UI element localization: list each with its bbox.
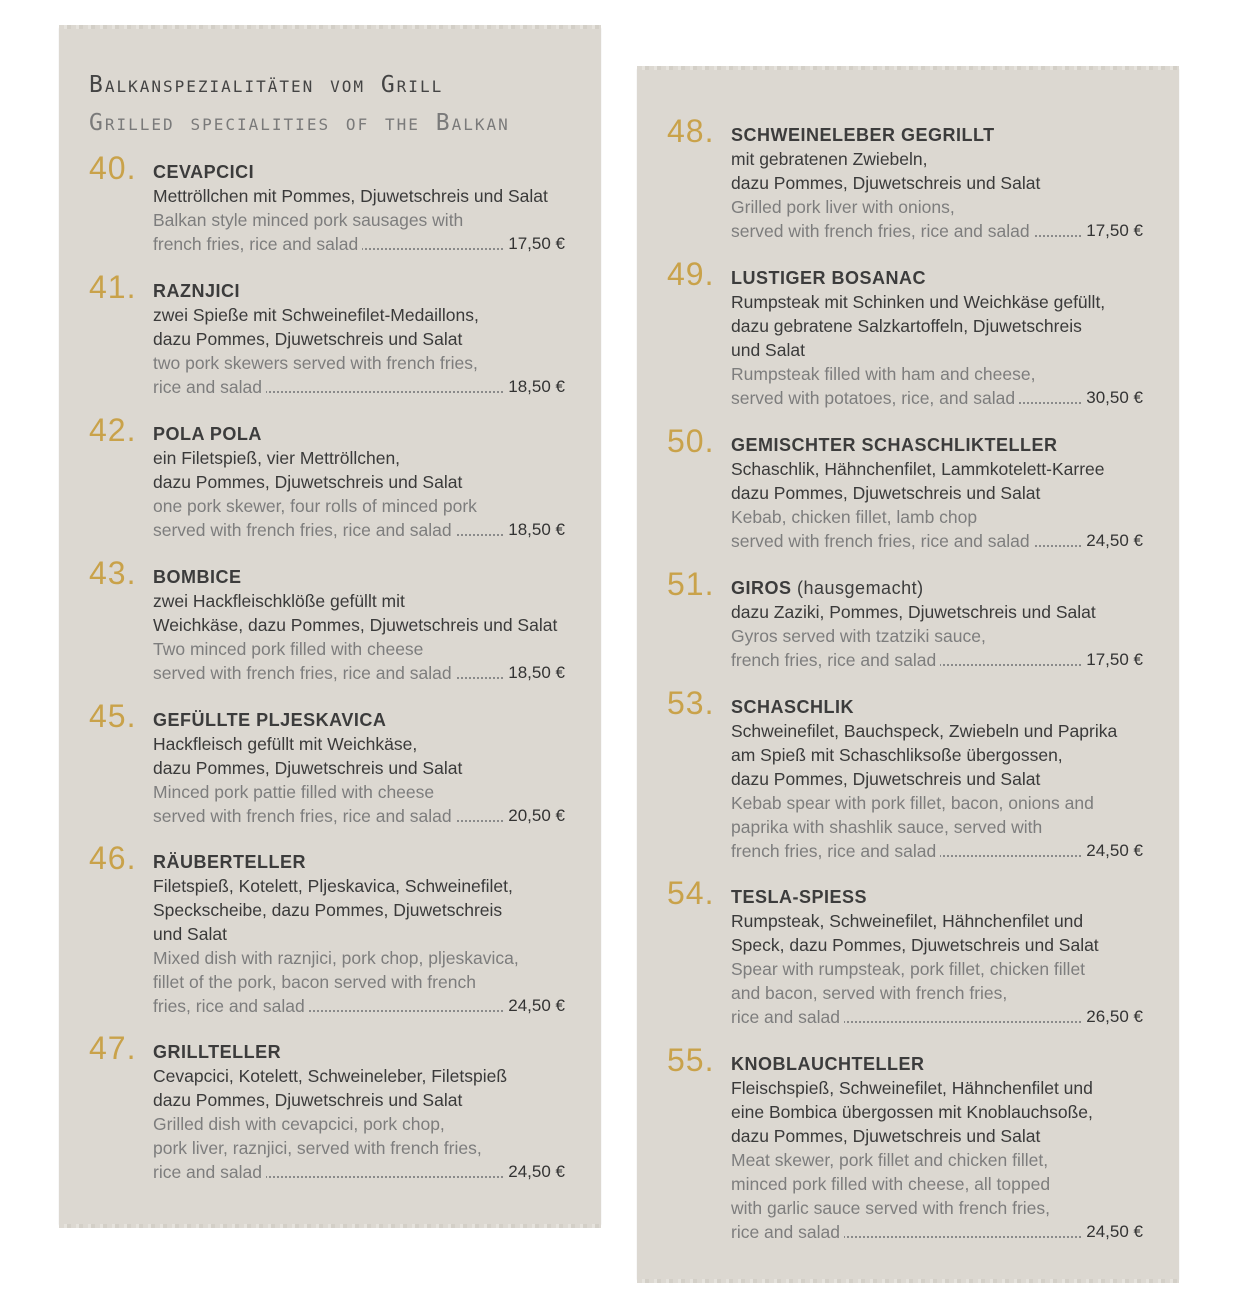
item-name: KNOBLAUCHTELLER bbox=[731, 1054, 925, 1074]
price-leader bbox=[153, 804, 565, 828]
item-body bbox=[153, 422, 583, 542]
item-body bbox=[153, 279, 583, 399]
item-name: RAZNJICI bbox=[153, 281, 241, 301]
item-number: 45. bbox=[89, 698, 137, 734]
price-line bbox=[153, 1160, 565, 1184]
description-english: paprika with shashlik sauce, served with bbox=[731, 817, 1043, 837]
price-leader bbox=[731, 839, 1143, 863]
item-number: 41. bbox=[89, 269, 137, 305]
description-german: dazu gebratene Salzkartoffeln, Djuwetschreis bbox=[731, 316, 1082, 336]
item-name: SCHASCHLIK bbox=[731, 697, 855, 717]
item-body bbox=[731, 576, 1161, 672]
item-name-line bbox=[731, 433, 1161, 457]
description-english: Minced pork pattie filled with cheese bbox=[153, 782, 435, 802]
item-body bbox=[153, 565, 583, 685]
section-heading bbox=[89, 66, 510, 142]
description-english: served with french fries, rice and salad bbox=[153, 520, 456, 540]
price-leader bbox=[731, 386, 1143, 410]
description-german: Hackfleisch gefüllt mit Weichkäse, bbox=[153, 734, 418, 754]
item-number: 55. bbox=[667, 1042, 715, 1078]
item-price: 24,50 € bbox=[1083, 839, 1143, 863]
description-english: rice and salad bbox=[153, 377, 266, 397]
description-german: dazu Pommes, Djuwetschreis und Salat bbox=[153, 1090, 463, 1110]
description-german: Speckscheibe, dazu Pommes, Djuwetschreis bbox=[153, 900, 503, 920]
price-line bbox=[153, 661, 565, 685]
item-number: 48. bbox=[667, 113, 715, 149]
description-german: Mettröllchen mit Pommes, Djuwetschreis und Salat bbox=[153, 186, 548, 206]
heading-english: Grilled specialities of the Balkan bbox=[89, 110, 510, 136]
item-price: 24,50 € bbox=[1083, 1220, 1143, 1244]
item-price: 24,50 € bbox=[1083, 529, 1143, 553]
price-leader bbox=[731, 1005, 1143, 1029]
description-english: rice and salad bbox=[731, 1222, 844, 1242]
description-german: zwei Spieße mit Schweinefilet-Medaillons, bbox=[153, 305, 479, 325]
price-line bbox=[153, 232, 565, 256]
description-german: dazu Pommes, Djuwetschreis und Salat bbox=[153, 758, 463, 778]
item-price: 24,50 € bbox=[505, 1160, 565, 1184]
item-name-line bbox=[153, 160, 583, 184]
description-english: Grilled pork liver with onions, bbox=[731, 197, 955, 217]
item-name: GRILLTELLER bbox=[153, 1042, 282, 1062]
description-german: Cevapcici, Kotelett, Schweineleber, Filetspieß bbox=[153, 1066, 508, 1086]
menu-panel-left bbox=[59, 28, 601, 1225]
price-line bbox=[731, 839, 1143, 863]
description-german: mit gebratenen Zwiebeln, bbox=[731, 149, 928, 169]
description-german: Rumpsteak, Schweinefilet, Hähnchenfilet und bbox=[731, 911, 1084, 931]
description-english: french fries, rice and salad bbox=[731, 650, 940, 670]
item-name-line bbox=[153, 565, 583, 589]
description-english: Rumpsteak filled with ham and cheese, bbox=[731, 364, 1036, 384]
item-price: 26,50 € bbox=[1083, 1005, 1143, 1029]
description-english: served with french fries, rice and salad bbox=[153, 663, 456, 683]
item-body bbox=[731, 433, 1161, 553]
item-name: GEFÜLLTE PLJESKAVICA bbox=[153, 710, 387, 730]
item-number: 40. bbox=[89, 150, 137, 186]
description-german: dazu Pommes, Djuwetschreis und Salat bbox=[731, 1126, 1041, 1146]
description-english: rice and salad bbox=[153, 1162, 266, 1182]
item-name-line bbox=[153, 422, 583, 446]
description-german: Schaschlik, Hähnchenfilet, Lammkotelett-Karree bbox=[731, 459, 1105, 479]
menu-panel-right bbox=[637, 69, 1179, 1280]
item-number: 47. bbox=[89, 1030, 137, 1066]
price-line bbox=[731, 1005, 1143, 1029]
description-english: minced pork filled with cheese, all topped bbox=[731, 1174, 1051, 1194]
item-price: 17,50 € bbox=[1083, 219, 1143, 243]
item-price: 18,50 € bbox=[505, 518, 565, 542]
price-leader bbox=[731, 648, 1143, 672]
description-english: Kebab spear with pork fillet, bacon, onions and bbox=[731, 793, 1094, 813]
price-line bbox=[731, 648, 1143, 672]
price-line bbox=[153, 994, 565, 1018]
item-name-line bbox=[731, 1052, 1161, 1076]
item-number: 51. bbox=[667, 566, 715, 602]
description-english: with garlic sauce served with french fries, bbox=[731, 1198, 1051, 1218]
description-english: Balkan style minced pork sausages with bbox=[153, 210, 464, 230]
item-body bbox=[731, 885, 1161, 1029]
description-english: and bacon, served with french fries, bbox=[731, 983, 1008, 1003]
price-line bbox=[153, 804, 565, 828]
price-leader bbox=[153, 518, 565, 542]
price-line bbox=[153, 375, 565, 399]
item-price: 24,50 € bbox=[505, 994, 565, 1018]
item-number: 42. bbox=[89, 412, 137, 448]
price-leader bbox=[153, 232, 565, 256]
item-name-line bbox=[731, 576, 1161, 600]
item-name-line bbox=[731, 695, 1161, 719]
item-number: 54. bbox=[667, 875, 715, 911]
description-german: und Salat bbox=[153, 924, 227, 944]
description-english: served with french fries, rice and salad bbox=[731, 221, 1034, 241]
description-german: dazu Pommes, Djuwetschreis und Salat bbox=[731, 769, 1041, 789]
item-body bbox=[153, 850, 583, 1018]
item-price: 18,50 € bbox=[505, 375, 565, 399]
description-german: Fleischspieß, Schweinefilet, Hähnchenfilet und bbox=[731, 1078, 1093, 1098]
description-english: Grilled dish with cevapcici, pork chop, bbox=[153, 1114, 445, 1134]
description-german: dazu Pommes, Djuwetschreis und Salat bbox=[731, 173, 1041, 193]
description-german: dazu Pommes, Djuwetschreis und Salat bbox=[731, 483, 1041, 503]
description-german: und Salat bbox=[731, 340, 805, 360]
item-name-line bbox=[153, 850, 583, 874]
price-leader bbox=[153, 994, 565, 1018]
item-body bbox=[731, 123, 1161, 243]
price-line bbox=[731, 1220, 1143, 1244]
price-leader bbox=[153, 1160, 565, 1184]
item-body bbox=[731, 266, 1161, 410]
description-german: am Spieß mit Schaschliksoße übergossen, bbox=[731, 745, 1063, 765]
description-english: Spear with rumpsteak, pork fillet, chicken fillet bbox=[731, 959, 1086, 979]
price-line bbox=[153, 518, 565, 542]
item-name: GEMISCHTER SCHASCHLIKTELLER bbox=[731, 435, 1058, 455]
description-english: fillet of the pork, bacon served with french bbox=[153, 972, 476, 992]
item-price: 20,50 € bbox=[505, 804, 565, 828]
item-name-line bbox=[731, 266, 1161, 290]
item-name: GIROS bbox=[731, 578, 792, 598]
price-leader bbox=[731, 1220, 1143, 1244]
description-english: served with potatoes, rice, and salad bbox=[731, 388, 1019, 408]
description-german: ein Filetspieß, vier Mettröllchen, bbox=[153, 448, 401, 468]
item-name: BOMBICE bbox=[153, 567, 242, 587]
item-number: 46. bbox=[89, 840, 137, 876]
price-leader bbox=[153, 661, 565, 685]
item-number: 43. bbox=[89, 555, 137, 591]
description-english: Meat skewer, pork fillet and chicken fillet, bbox=[731, 1150, 1049, 1170]
item-body bbox=[153, 1040, 583, 1184]
description-german: dazu Pommes, Djuwetschreis und Salat bbox=[153, 472, 463, 492]
item-name-line bbox=[153, 279, 583, 303]
item-number: 53. bbox=[667, 685, 715, 721]
description-german: eine Bombica übergossen mit Knoblauchsoße, bbox=[731, 1102, 1093, 1122]
description-german: dazu Pommes, Djuwetschreis und Salat bbox=[153, 329, 463, 349]
item-name: RÄUBERTELLER bbox=[153, 852, 306, 872]
item-price: 18,50 € bbox=[505, 661, 565, 685]
description-german: Schweinefilet, Bauchspeck, Zwiebeln und Paprika bbox=[731, 721, 1118, 741]
description-english: rice and salad bbox=[731, 1007, 844, 1027]
description-english: pork liver, raznjici, served with french fries, bbox=[153, 1138, 482, 1158]
item-name-line bbox=[731, 885, 1161, 909]
item-name: SCHWEINELEBER GEGRILLT bbox=[731, 125, 995, 145]
description-german: zwei Hackfleischklöße gefüllt mit bbox=[153, 591, 405, 611]
description-english: Mixed dish with raznjici, pork chop, pljeskavica, bbox=[153, 948, 519, 968]
description-english: Two minced pork filled with cheese bbox=[153, 639, 424, 659]
description-english: one pork skewer, four rolls of minced pork bbox=[153, 496, 477, 516]
item-name: TESLA-SPIESS bbox=[731, 887, 868, 907]
description-german: Rumpsteak mit Schinken und Weichkäse gefüllt, bbox=[731, 292, 1106, 312]
item-name: POLA POLA bbox=[153, 424, 262, 444]
description-english: french fries, rice and salad bbox=[153, 234, 362, 254]
price-line bbox=[731, 386, 1143, 410]
item-body bbox=[731, 695, 1161, 863]
description-german: dazu Zaziki, Pommes, Djuwetschreis und Salat bbox=[731, 602, 1096, 622]
price-leader bbox=[153, 375, 565, 399]
price-line bbox=[731, 529, 1143, 553]
item-price: 30,50 € bbox=[1083, 386, 1143, 410]
item-name-line bbox=[153, 708, 583, 732]
item-name-line bbox=[731, 123, 1161, 147]
description-english: french fries, rice and salad bbox=[731, 841, 940, 861]
description-english: fries, rice and salad bbox=[153, 996, 309, 1016]
price-leader bbox=[731, 529, 1143, 553]
item-name: CEVAPCICI bbox=[153, 162, 255, 182]
description-german: Weichkäse, dazu Pommes, Djuwetschreis und Salat bbox=[153, 615, 558, 635]
price-line bbox=[731, 219, 1143, 243]
description-english: served with french fries, rice and salad bbox=[731, 531, 1034, 551]
price-leader bbox=[731, 219, 1143, 243]
description-german: Speck, dazu Pommes, Djuwetschreis und Salat bbox=[731, 935, 1099, 955]
item-number: 49. bbox=[667, 256, 715, 292]
item-name-note: (hausgemacht) bbox=[791, 578, 924, 598]
description-english: Kebab, chicken fillet, lamb chop bbox=[731, 507, 978, 527]
item-body bbox=[731, 1052, 1161, 1244]
item-body bbox=[153, 708, 583, 828]
item-body bbox=[153, 160, 583, 256]
heading-german: Balkanspezialitäten vom Grill bbox=[89, 72, 444, 98]
item-price: 17,50 € bbox=[505, 232, 565, 256]
item-name: LUSTIGER BOSANAC bbox=[731, 268, 927, 288]
description-english: Gyros served with tzatziki sauce, bbox=[731, 626, 986, 646]
item-price: 17,50 € bbox=[1083, 648, 1143, 672]
description-german: Filetspieß, Kotelett, Pljeskavica, Schweinefilet, bbox=[153, 876, 513, 896]
description-english: served with french fries, rice and salad bbox=[153, 806, 456, 826]
description-english: two pork skewers served with french fries, bbox=[153, 353, 478, 373]
item-name-line bbox=[153, 1040, 583, 1064]
item-number: 50. bbox=[667, 423, 715, 459]
